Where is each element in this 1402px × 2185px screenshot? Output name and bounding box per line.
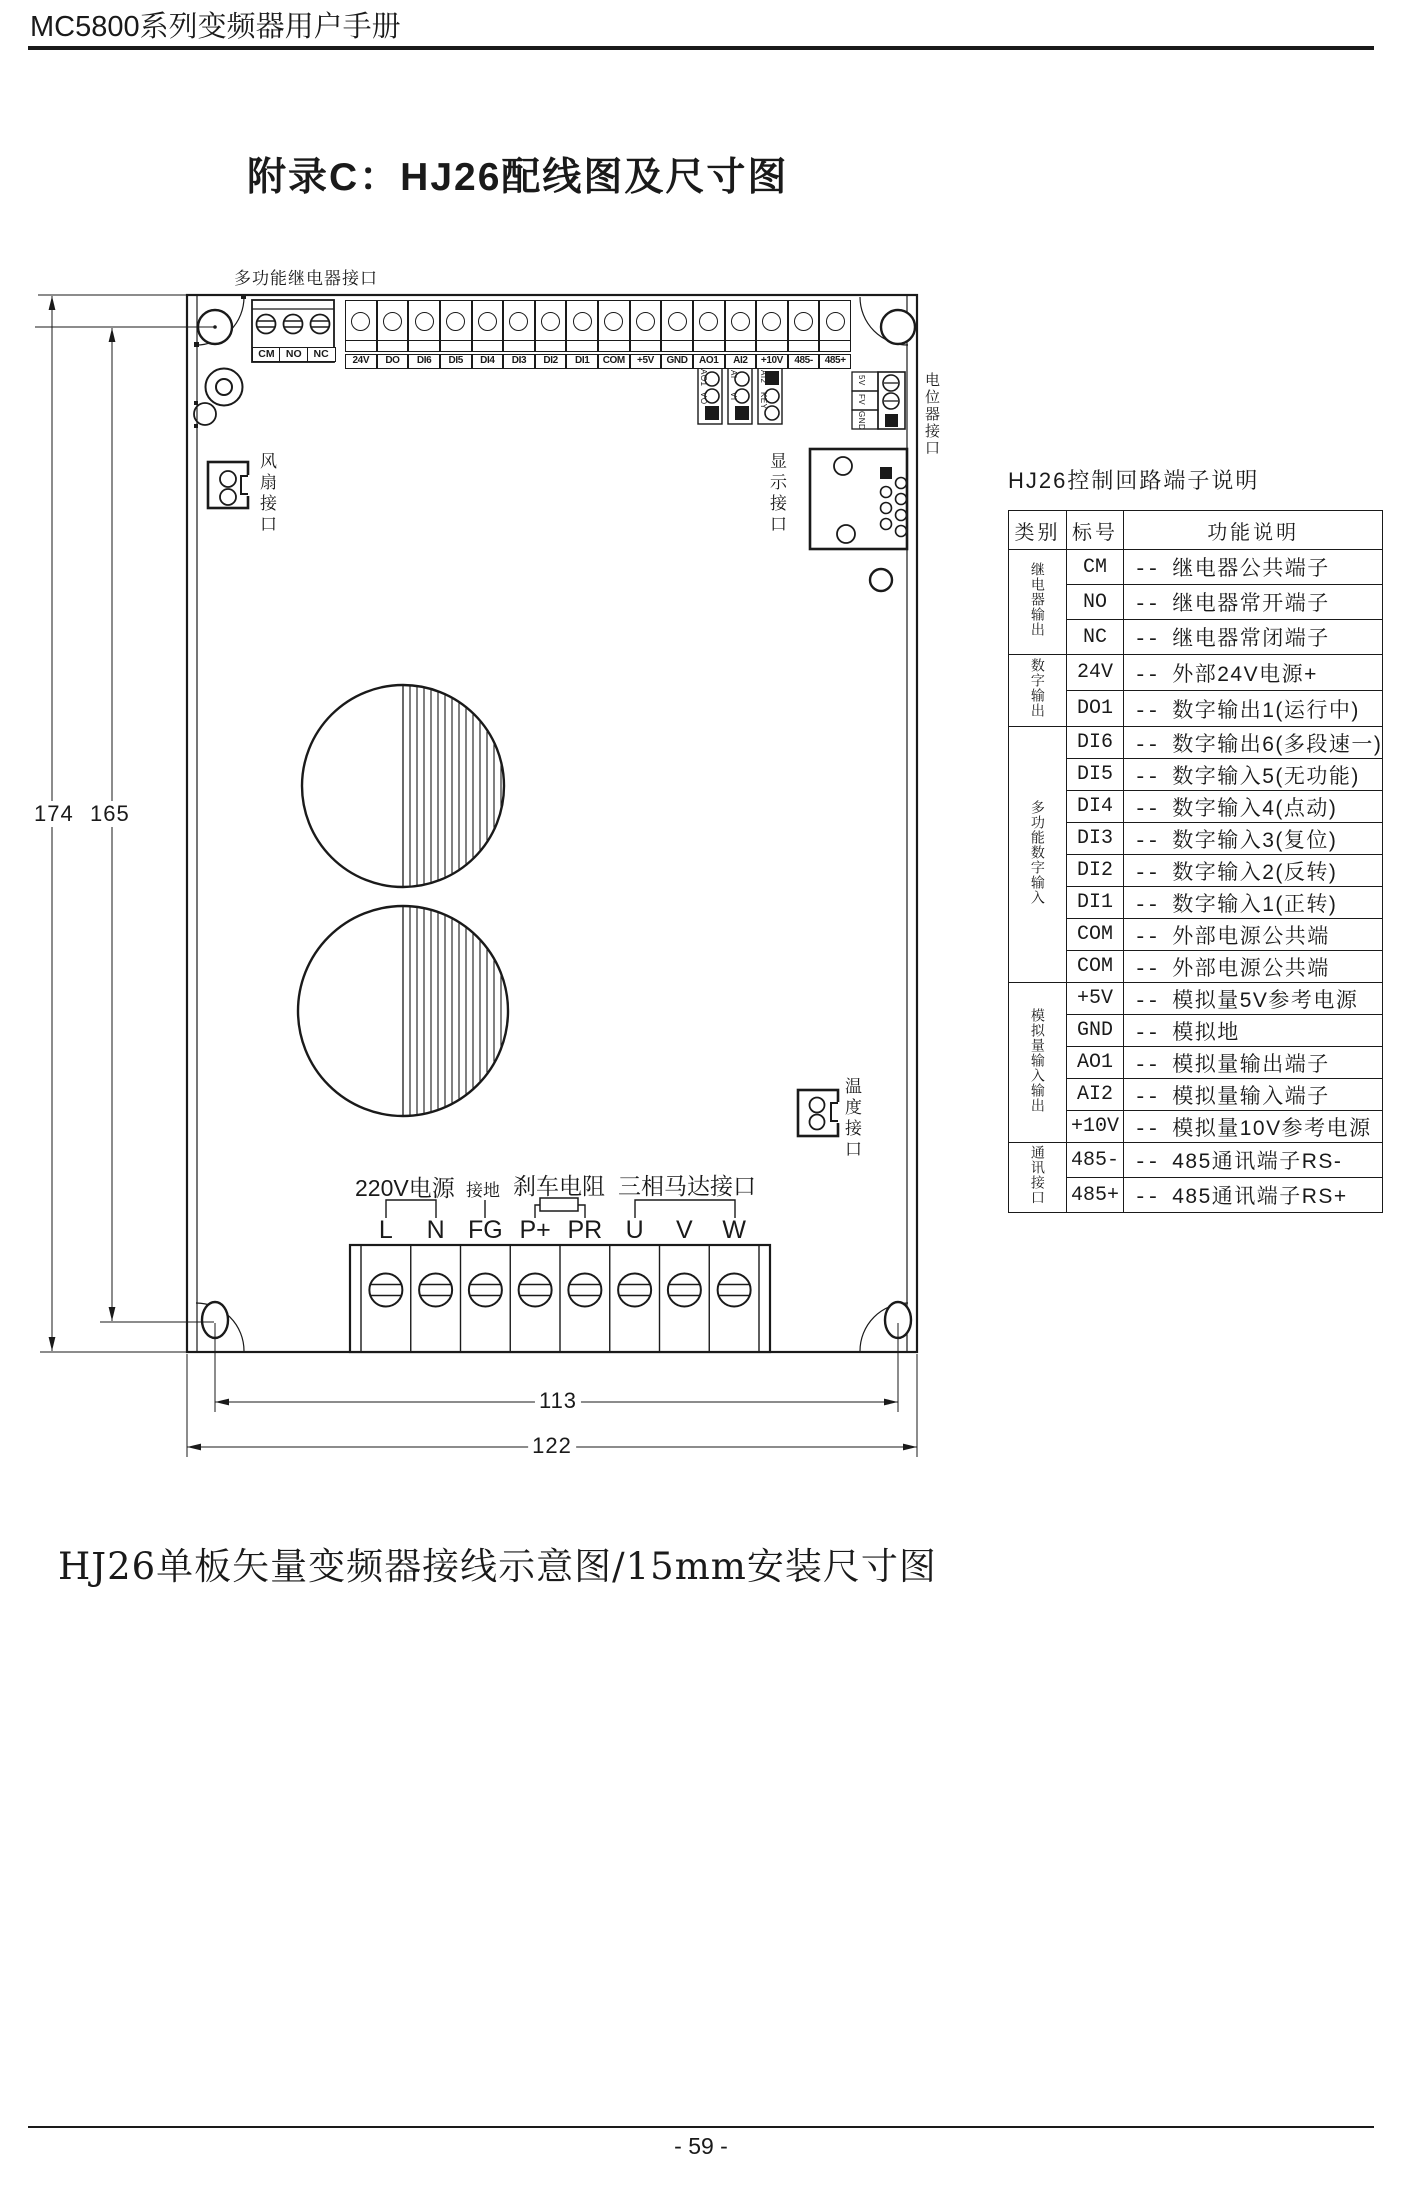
table-title: HJ26控制回路端子说明	[1008, 468, 1260, 493]
terminal-code-cell: +5V	[1067, 983, 1124, 1015]
relay-terminal-label: NC	[307, 347, 336, 362]
top-terminal-label: DI5	[440, 354, 472, 369]
jumper-label: AO1	[699, 369, 708, 387]
terminal-code-cell: 485+	[1067, 1178, 1124, 1213]
terminal-desc-cell: -- 继电器公共端子	[1124, 550, 1383, 585]
terminal-code-cell: DO1	[1067, 691, 1124, 727]
terminal-desc-cell: -- 外部电源公共端	[1124, 919, 1383, 951]
caption: HJ26单板矢量变频器接线示意图/15mm安装尺寸图	[58, 1545, 937, 1588]
terminal-screw-icon	[446, 312, 465, 331]
top-terminal-label: DI6	[408, 354, 440, 369]
terminal-code-cell: DI5	[1067, 759, 1124, 791]
motor-port-label: 三相马达接口	[618, 1173, 756, 1199]
top-terminal-strip	[345, 300, 851, 369]
terminal-table-wrap	[1008, 510, 1383, 1213]
bottom-terminal-label: FG	[468, 1216, 503, 1244]
top-terminal	[566, 300, 598, 369]
terminal-code-cell: +10V	[1067, 1111, 1124, 1143]
terminal-screw-icon	[415, 312, 434, 331]
dim-113: 113	[535, 1388, 581, 1414]
terminal-screw-icon	[826, 312, 845, 331]
table-row	[1009, 727, 1383, 759]
top-terminal-label: DI2	[535, 354, 567, 369]
relay-terminal-labels	[252, 347, 334, 362]
top-terminal-label: AO1	[693, 354, 725, 369]
top-terminal	[725, 300, 757, 369]
terminal-desc-cell: -- 模拟量5V参考电源	[1124, 983, 1383, 1015]
top-terminal	[377, 300, 409, 369]
relay-port-label: 多功能继电器接口	[234, 269, 378, 288]
terminal-code-cell: NC	[1067, 620, 1124, 655]
ground-label: 接地	[466, 1181, 500, 1200]
category-label: 数字输出	[1029, 658, 1046, 718]
top-terminal-label: DI3	[503, 354, 535, 369]
category-label: 继电器输出	[1029, 562, 1046, 637]
top-terminal-label: DI1	[566, 354, 598, 369]
table-header-cell: 标号	[1067, 511, 1124, 550]
header-title: MC5800系列变频器用户手册	[30, 11, 401, 43]
bottom-terminal-label: V	[676, 1216, 693, 1244]
terminal-desc-cell: -- 继电器常闭端子	[1124, 620, 1383, 655]
top-terminal	[788, 300, 820, 369]
terminal-desc-cell: -- 外部24V电源+	[1124, 655, 1383, 691]
display-port-label: 显示接口	[767, 452, 786, 536]
terminal-screw-icon	[604, 312, 623, 331]
terminal-code-cell: COM	[1067, 951, 1124, 983]
terminal-desc-cell: -- 模拟量输入端子	[1124, 1079, 1383, 1111]
power-220v-label: 220V电源	[355, 1175, 455, 1201]
top-terminal	[408, 300, 440, 369]
top-terminal	[630, 300, 662, 369]
dim-122: 122	[528, 1433, 576, 1459]
terminal-screw-icon	[573, 312, 592, 331]
terminal-code-cell: AO1	[1067, 1047, 1124, 1079]
top-terminal-label: 485+	[819, 354, 851, 369]
top-terminal-label: GND	[661, 354, 693, 369]
terminal-code-cell: COM	[1067, 919, 1124, 951]
table-header-cell: 类别	[1009, 511, 1067, 550]
terminal-screw-icon	[509, 312, 528, 331]
terminal-screw-icon	[762, 312, 781, 331]
jumper-label: AI2	[759, 370, 768, 384]
terminal-screw-icon	[794, 312, 813, 331]
terminal-desc-cell: -- 模拟量10V参考电源	[1124, 1111, 1383, 1143]
relay-terminal-label: NO	[279, 347, 308, 362]
terminal-screw-icon	[636, 312, 655, 331]
bottom-terminal-label: N	[426, 1216, 445, 1244]
page-title: 附录C：HJ26配线图及尺寸图	[247, 156, 789, 199]
terminal-screw-icon	[541, 312, 560, 331]
top-terminal-label: DO	[377, 354, 409, 369]
footer-page-number: - 59 -	[674, 2133, 728, 2159]
terminal-code-cell: NO	[1067, 585, 1124, 620]
terminal-screw-icon	[478, 312, 497, 331]
jumper-label: AI	[729, 370, 738, 379]
terminal-screw-icon	[699, 312, 718, 331]
potentiometer-port-label: 电位器接口	[923, 372, 940, 457]
top-terminal-label: +5V	[630, 354, 662, 369]
brake-resistor-label: 刹车电阻	[513, 1173, 605, 1199]
terminal-code-cell: DI6	[1067, 727, 1124, 759]
mount-hole-top-right	[881, 310, 915, 344]
terminal-code-cell: GND	[1067, 1015, 1124, 1047]
terminal-desc-cell: -- 数字输入5(无功能)	[1124, 759, 1383, 791]
top-terminal	[345, 300, 377, 369]
terminal-table	[1008, 510, 1383, 1213]
bottom-terminal-label: L	[378, 1216, 393, 1244]
terminal-desc-cell: -- 数字输入1(正转)	[1124, 887, 1383, 919]
terminal-code-cell: DI4	[1067, 791, 1124, 823]
relay-terminal-label: CM	[252, 347, 281, 362]
top-terminal	[756, 300, 788, 369]
bottom-terminal-label: W	[722, 1216, 746, 1244]
top-terminal	[503, 300, 535, 369]
top-terminal	[598, 300, 630, 369]
top-terminal	[535, 300, 567, 369]
bottom-terminal-label: P+	[519, 1216, 551, 1244]
terminal-desc-cell: -- 数字输出1(运行中)	[1124, 691, 1383, 727]
terminal-code-cell: CM	[1067, 550, 1124, 585]
table-row	[1009, 550, 1383, 585]
terminal-code-cell: DI1	[1067, 887, 1124, 919]
jumper-label: VI	[729, 392, 738, 401]
terminal-desc-cell: -- 外部电源公共端	[1124, 951, 1383, 983]
jumper-label: KEY	[759, 392, 768, 410]
pot-pin-label: FV	[857, 394, 866, 406]
terminal-code-cell: DI2	[1067, 855, 1124, 887]
table-header-cell: 功能说明	[1124, 511, 1383, 550]
terminal-desc-cell: -- 模拟量输出端子	[1124, 1047, 1383, 1079]
terminal-screw-icon	[351, 312, 370, 331]
terminal-desc-cell: -- 数字输入3(复位)	[1124, 823, 1383, 855]
terminal-code-cell: DI3	[1067, 823, 1124, 855]
terminal-desc-cell: -- 数字输入4(点动)	[1124, 791, 1383, 823]
footer-rule	[28, 2126, 1374, 2128]
dim-174: 174	[30, 801, 78, 827]
top-terminal	[819, 300, 851, 369]
jumper-label: VO	[699, 392, 708, 405]
pot-pin-label: GND	[857, 411, 866, 431]
top-terminal	[661, 300, 693, 369]
table-row	[1009, 1143, 1383, 1178]
fan-port-label: 风扇接口	[257, 452, 276, 536]
category-label: 通讯接口	[1029, 1145, 1046, 1205]
category-label: 模拟量输入输出	[1029, 1007, 1046, 1113]
bottom-terminal-label: U	[625, 1216, 644, 1244]
terminal-desc-cell: -- 485通讯端子RS-	[1124, 1143, 1383, 1178]
top-terminal	[440, 300, 472, 369]
terminal-desc-cell: -- 数字输出6(多段速一)	[1124, 727, 1383, 759]
terminal-desc-cell: -- 485通讯端子RS+	[1124, 1178, 1383, 1213]
bottom-terminal-label: PR	[567, 1216, 603, 1244]
top-terminal-label: 24V	[345, 354, 377, 369]
terminal-screw-icon	[668, 312, 687, 331]
terminal-code-cell: 485-	[1067, 1143, 1124, 1178]
top-terminal-label: AI2	[725, 354, 757, 369]
bottom-terminal-labels	[361, 1216, 759, 1244]
terminal-code-cell: 24V	[1067, 655, 1124, 691]
temperature-port-label: 温度接口	[842, 1077, 861, 1161]
top-terminal-label: 485-	[788, 354, 820, 369]
pot-pin-label: 5V	[857, 375, 866, 386]
dim-165: 165	[86, 801, 134, 827]
terminal-desc-cell: -- 数字输入2(反转)	[1124, 855, 1383, 887]
top-terminal	[693, 300, 725, 369]
table-row	[1009, 983, 1383, 1015]
terminal-screw-icon	[731, 312, 750, 331]
terminal-desc-cell: -- 继电器常开端子	[1124, 585, 1383, 620]
terminal-desc-cell: -- 模拟地	[1124, 1015, 1383, 1047]
power-terminal-strip	[350, 1245, 770, 1352]
top-terminal	[472, 300, 504, 369]
top-terminal-label: COM	[598, 354, 630, 369]
category-label: 多功能数字输入	[1029, 799, 1046, 905]
table-header-row	[1009, 511, 1383, 550]
top-terminal-label: DI4	[472, 354, 504, 369]
table-row	[1009, 655, 1383, 691]
terminal-code-cell: AI2	[1067, 1079, 1124, 1111]
terminal-screw-icon	[383, 312, 402, 331]
top-terminal-label: +10V	[756, 354, 788, 369]
